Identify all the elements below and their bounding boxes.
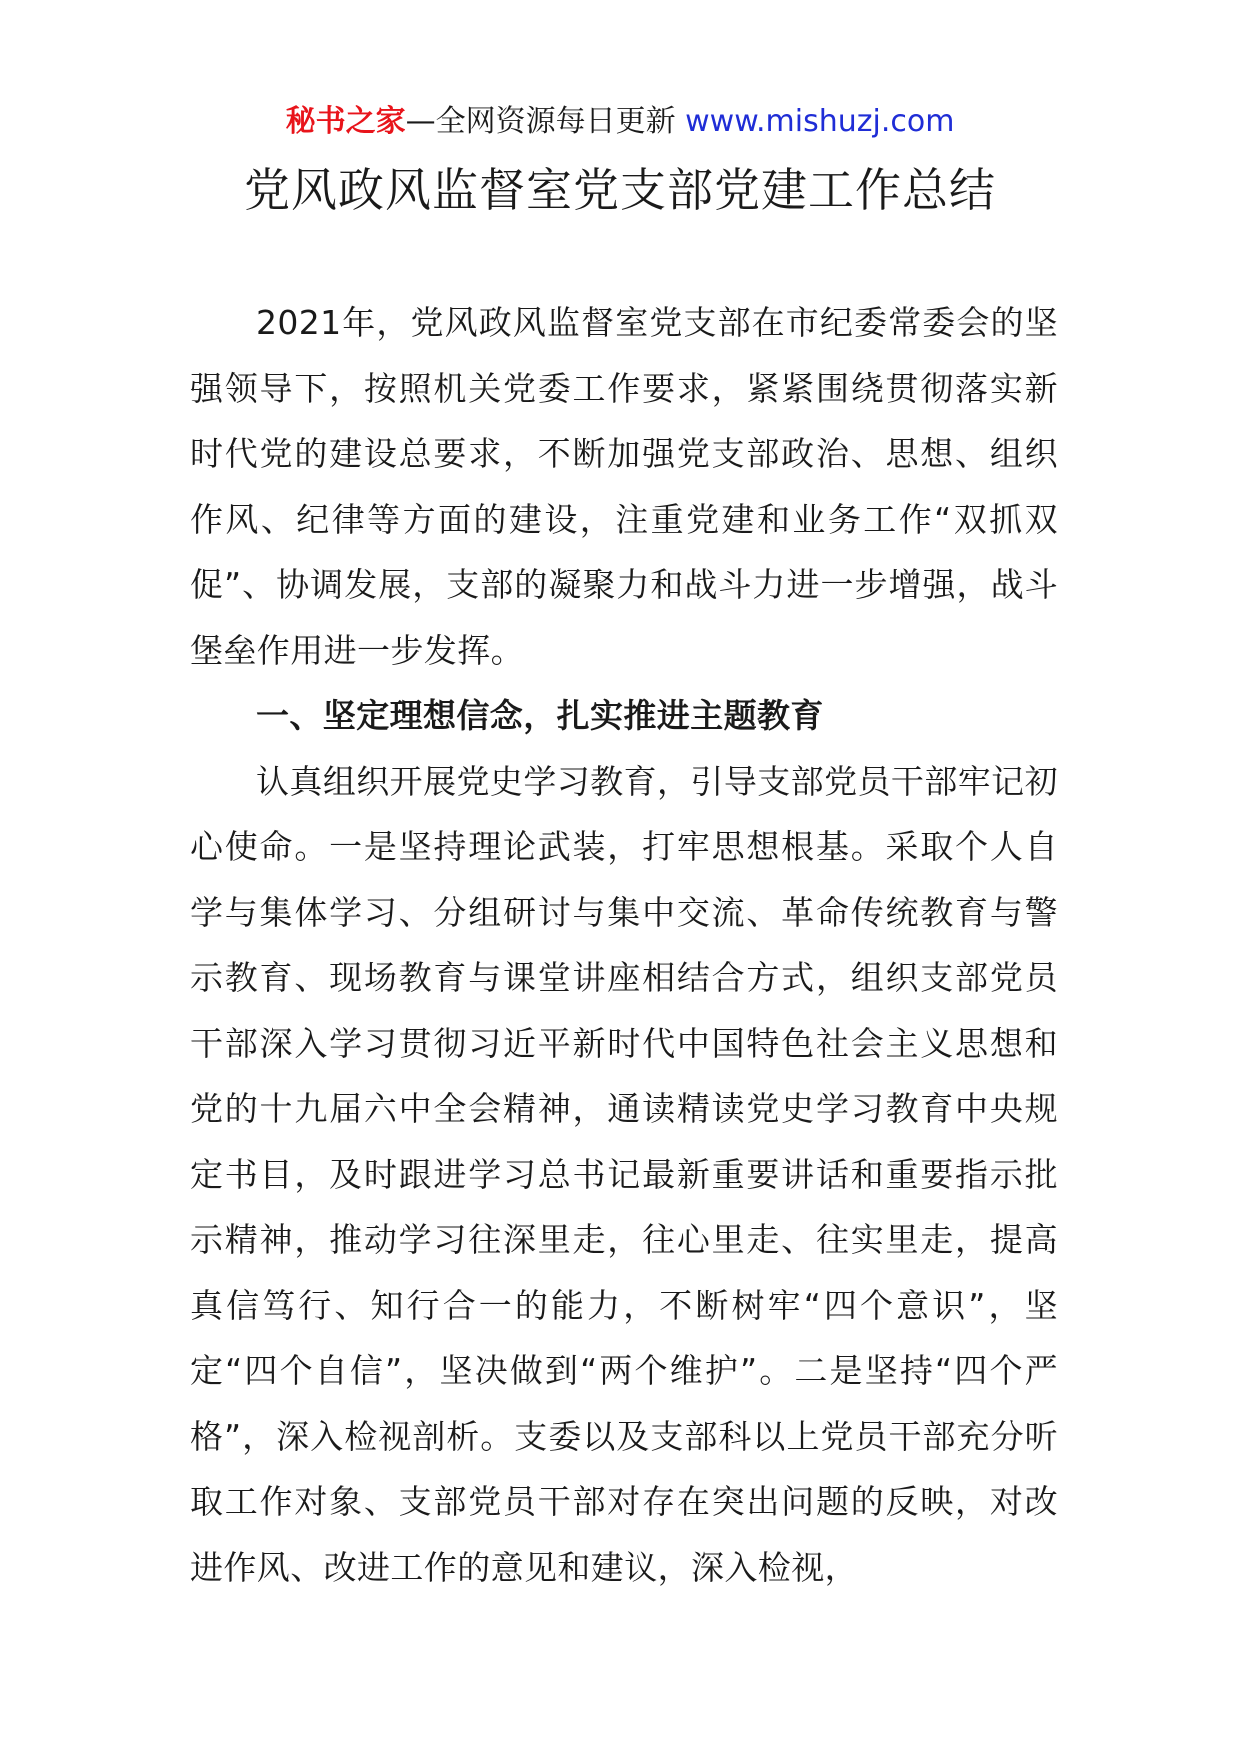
header-url-link[interactable]: www.mishuzj.com xyxy=(685,104,955,139)
header-tagline: —全网资源每日更新 xyxy=(405,104,676,139)
site-header xyxy=(0,102,1240,142)
section-1-heading: 一、坚定理想信念，扎实推进主题教育 xyxy=(256,696,824,735)
document-title: 党风政风监督室党支部党建工作总结 xyxy=(244,163,996,217)
intro-paragraph: 2021年，党风政风监督室党支部在市纪委常委会的坚强领导下，按照机关党委工作要求，紧紧围绕贯彻落实新时代党的建设总要求，不断加强党支部政治、思想、组织作风、纪律等方面的建设，注重党建和业务工作“双抓双促”、协调发展，支部的凝聚力和战斗力进一步增强，战斗堡垒作用进一步发挥。 xyxy=(190,303,1058,670)
section-1-paragraph: 认真组织开展党史学习教育，引导支部党员干部牢记初心使命。一是坚持理论武装，打牢思想根基。采取个人自学与集体学习、分组研讨与集中交流、革命传统教育与警示教育、现场教育与课堂讲座相结合方式，组织支部党员干部深入学习贯彻习近平新时代中国特色社会主义思想和党的十九届六中全会精神，通读精读党史学习教育中央规定书目，及时跟进学习总书记最新重要讲话和重要指示批示精神，推动学习往深里走，往心里走、往实里走，提高真信笃行、知行合一的能力，不断树牢“四个意识”，坚定“四个自信”，坚决做到“两个维护”。二是坚持“四个严格”，深入检视剖析。支委以及支部科以上党员干部充分听取工作对象、支部党员干部对存在突出问题的反映，对改进作风、改进工作的意见和建议，深入检视， xyxy=(190,761,1058,1587)
header-brand: 秘书之家 xyxy=(285,104,406,139)
document-body xyxy=(190,290,1058,1600)
